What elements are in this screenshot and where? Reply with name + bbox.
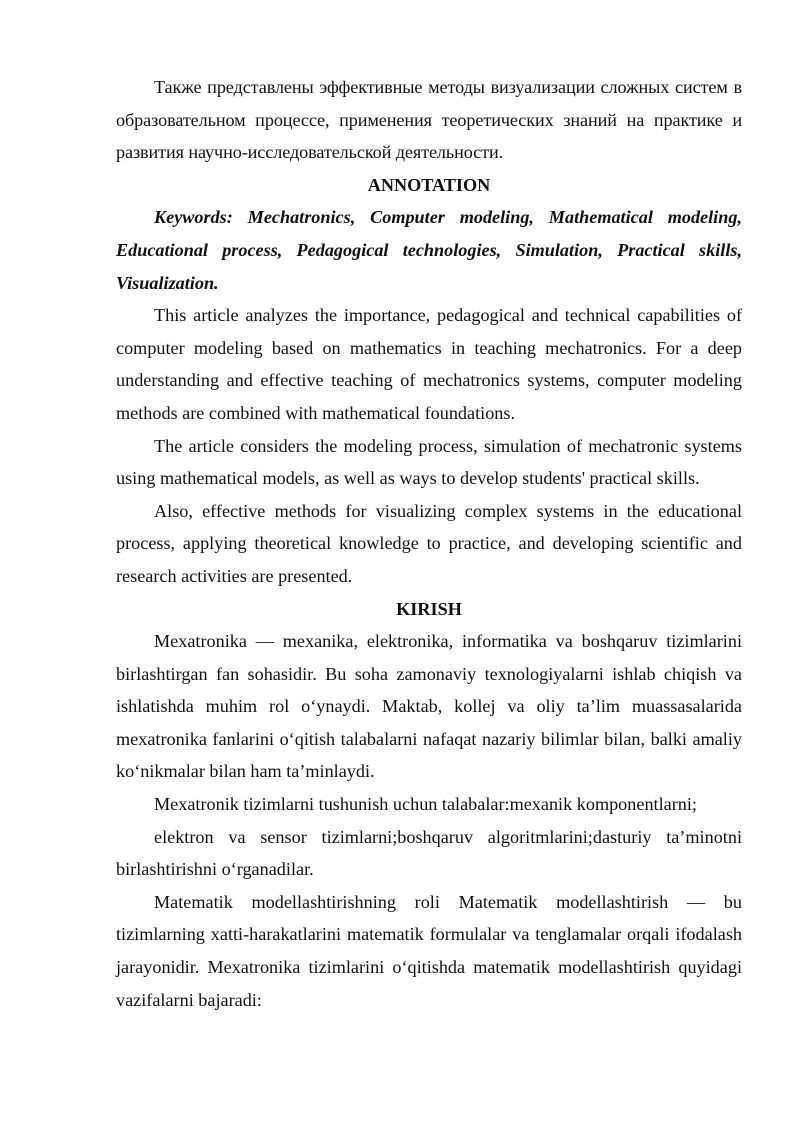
keywords-paragraph: Keywords: Mechatronics, Computer modeling, Mathematical modeling, Educational process, Pedagogical technologies, Simulation, Practical skills, Visualization.	[116, 207, 742, 293]
document-page	[116, 71, 742, 1016]
kirish-paragraph: Matematik modellashtirishning roli Matematik modellashtirish — bu tizimlarning xatti-harakatlarini matematik formulalar va tenglamalar orqali ifodalash jarayonidir. Mexatronika tizimlarini o‘qitishda matematik modellashtirish quyidagi vazifalarni bajaradi:	[116, 891, 742, 1010]
annotation-paragraph: This article analyzes the importance, pedagogical and technical capabilities of computer modeling based on mathematics in teaching mechatronics. For a deep understanding and effective teaching of mechatronics systems, computer modeling methods are combined with mathematical foundations.	[116, 305, 742, 423]
kirish-heading: KIRISH	[396, 598, 462, 619]
kirish-paragraph: Mexatronika — mexanika, elektronika, informatika va boshqaruv tizimlarini birlashtirgan fan sohasidir. Bu soha zamonaviy texnologiyalarni ishlab chiqish va ishlatishda muhim rol o‘ynaydi. Maktab, kollej va oliy ta’lim muassasalarida mexatronika fanlarini o‘qitish talabalarni nafaqat nazariy bilimlar bilan, balki amaliy ko‘nikmalar bilan ham ta’minlaydi.	[116, 631, 742, 782]
kirish-paragraph: Mexatronik tizimlarni tushunish uchun talabalar:mexanik komponentlarni;	[154, 794, 697, 815]
annotation-paragraph: Also, effective methods for visualizing complex systems in the educational process, applying theoretical knowledge to practice, and developing scientific and research activities are presented.	[116, 500, 742, 586]
kirish-paragraph: elektron va sensor tizimlarni;boshqaruv algoritmlarini;dasturiy ta’minotni birlashtirishni o‘rganadilar.	[116, 826, 742, 880]
annotation-paragraph: The article considers the modeling process, simulation of mechatronic systems using mathematical models, as well as ways to develop students' practical skills.	[116, 435, 742, 489]
paragraph-russian-summary: Также представлены эффективные методы визуализации сложных систем в образовательном процессе, применения теоретических знаний на практике и развития научно-исследовательской деятельности.	[116, 77, 742, 163]
annotation-heading: ANNOTATION	[367, 174, 491, 195]
